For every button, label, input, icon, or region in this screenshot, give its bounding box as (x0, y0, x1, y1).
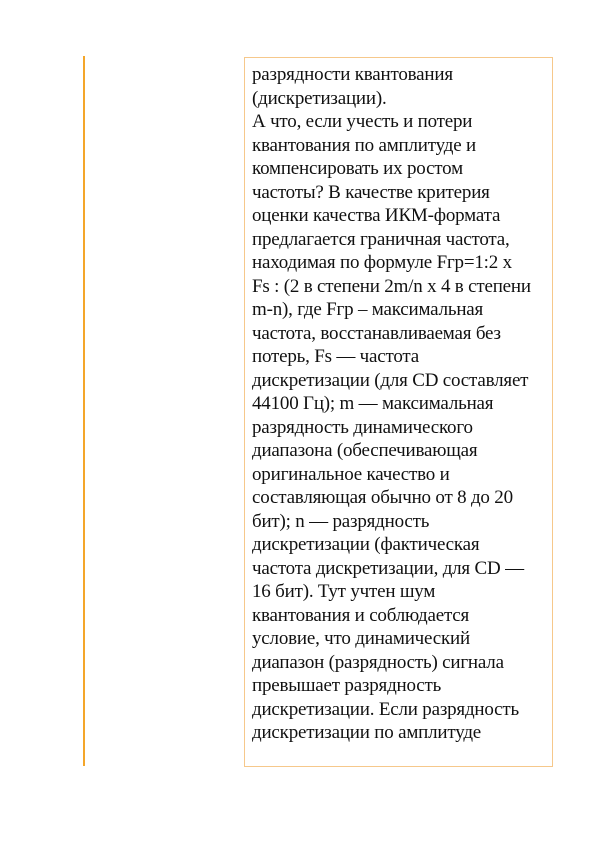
text-frame (244, 57, 553, 767)
left-margin-rule (83, 56, 85, 766)
body-paragraph: разрядности квантования (дискретизации). А что, если учесть и потери квантования по амплитуде и компенсировать их ростом частоты? В качестве критерия оценки качества ИКМ-формата предлагается граничная частота, находимая по формуле Fгр=1:2 x Fs : (2 в степени 2m/n х 4 в степени m-n), где Fгр – максимальная частота, восстанавливаемая без потерь, Fs — частота дискретизации (для CD составляет 44100 Гц); m — максимальная разрядность динамического диапазона (обеспечивающая оригинальное качество и составляющая обычно от 8 до 20 бит); n — разрядность дискретизации (фактическая частота дискретизации, для CD — 16 бит). Тут учтен шум квантования и соблюдается условие, что динамический диапазон (разрядность) сигнала превышает разрядность дискретизации. Если разрядность дискретизации по амплитуде (252, 64, 531, 743)
